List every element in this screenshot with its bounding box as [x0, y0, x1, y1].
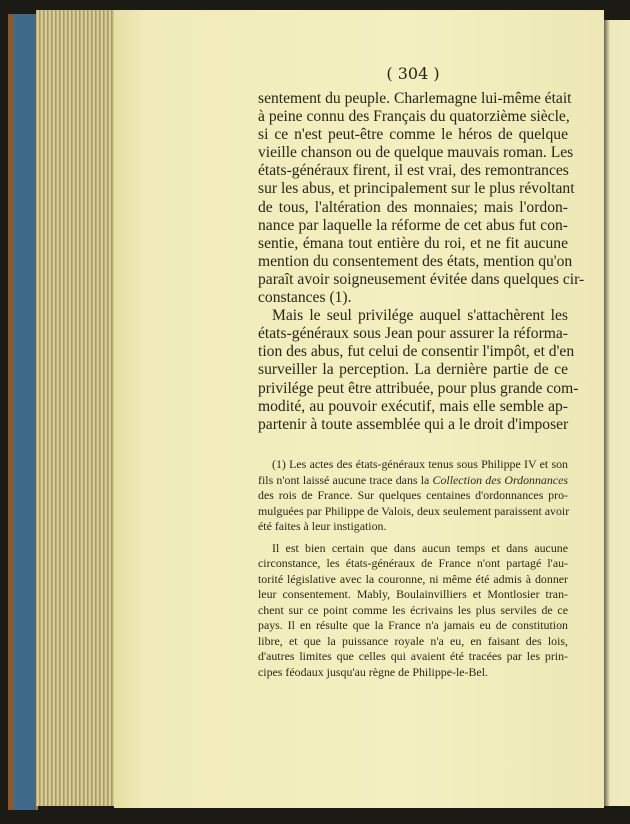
page-number: ( 304 ) [386, 64, 440, 83]
text-line: sentement du peuple. Charlemagne lui-même était [258, 90, 572, 107]
text-line: états-généraux firent, il est vrai, des remontrances [258, 162, 569, 180]
footnote-line: leur consentement. Mably, Boulainvilliers et Montlosier tran- [258, 587, 568, 601]
footnote-line [258, 473, 568, 489]
footnote-line: circonstance, les états-généraux de France n'ont partagé l'au- [258, 556, 568, 570]
text-line: tion des abus, fut celui de consentir l'impôt, et d'en [258, 343, 575, 361]
footnote-line: mulguées par Philippe de Valois, deux seulement paraissent avoir [258, 503, 570, 518]
footnote-line: cipes féodaux jusqu'au règne de Philippe-le-Bel. [258, 664, 488, 679]
text-line: si ce n'est peut-être comme le héros de quelque [258, 126, 568, 144]
text-line: modité, au pouvoir exécutif, mais elle semble ap- [258, 397, 568, 415]
footnote-line: (1) Les actes des états-généraux tenus sous Philippe IV et son [272, 457, 568, 471]
text-line: de tous, l'altération des monnaies; mais l'ordon- [258, 198, 568, 216]
footnote-line: d'autres limites que celles qui avaient été tracées par les prin- [258, 649, 568, 663]
footnote-title-italic: Collection des Ordonnances [432, 472, 568, 487]
footnote-text: fils n'ont laissé aucune trace dans la [258, 472, 433, 487]
text-line: mention du consentement des états, mention qu'on [258, 252, 573, 270]
text-line: sur les abus, et principalement sur le plus révoltant [258, 180, 575, 198]
footnote-line: torité législative avec la couronne, ni même été admis à donner [258, 571, 568, 586]
footnote-line: des rois de France. Sur quelques centaines d'ordonnances pro- [258, 488, 568, 502]
text-line: sentie, émana tout entière du roi, et ne fit aucune [258, 234, 568, 252]
body-text [258, 90, 585, 434]
text-line: privilége peut être attribuée, pour plus grande com- [258, 379, 579, 397]
footnote-line: été faites à leur instigation. [258, 519, 387, 533]
footnote-line: pays. Il en résulte que la France n'a jamais eu de constitution [258, 618, 568, 632]
footnote-line: Il est bien certain que dans aucun temps et dans aucune [272, 540, 568, 555]
footnote [258, 457, 568, 680]
text-line: partenir à toute assemblée qui a le droit d'imposer [258, 415, 569, 433]
text-line: nance par laquelle la réforme de cet abus fut con- [258, 216, 568, 234]
text-line: vieille chanson ou de quelque mauvais roman. Les [258, 144, 574, 162]
footnote-line: chent sur ce point comme les écrivains les plus serviles de ce [258, 602, 568, 617]
text-line: états-généraux sous Jean pour assurer la réforma- [258, 325, 568, 343]
facing-page-edge [604, 20, 630, 806]
text-line: Mais le seul privilége auquel s'attachèrent les [272, 307, 568, 325]
page-edges [36, 10, 116, 806]
text-line: surveiller la perception. La dernière partie de ce [258, 361, 568, 379]
text-line: à peine connu des Français du quatorzième siècle, [258, 108, 570, 126]
footnote-line: libre, et que la puissance royale n'a eu, en faisant des lois, [258, 633, 568, 648]
book-cover-edge [8, 14, 38, 810]
text-line: constances (1). [258, 289, 352, 307]
text-line: paraît avoir soigneusement évitée dans quelques cir- [258, 270, 585, 288]
